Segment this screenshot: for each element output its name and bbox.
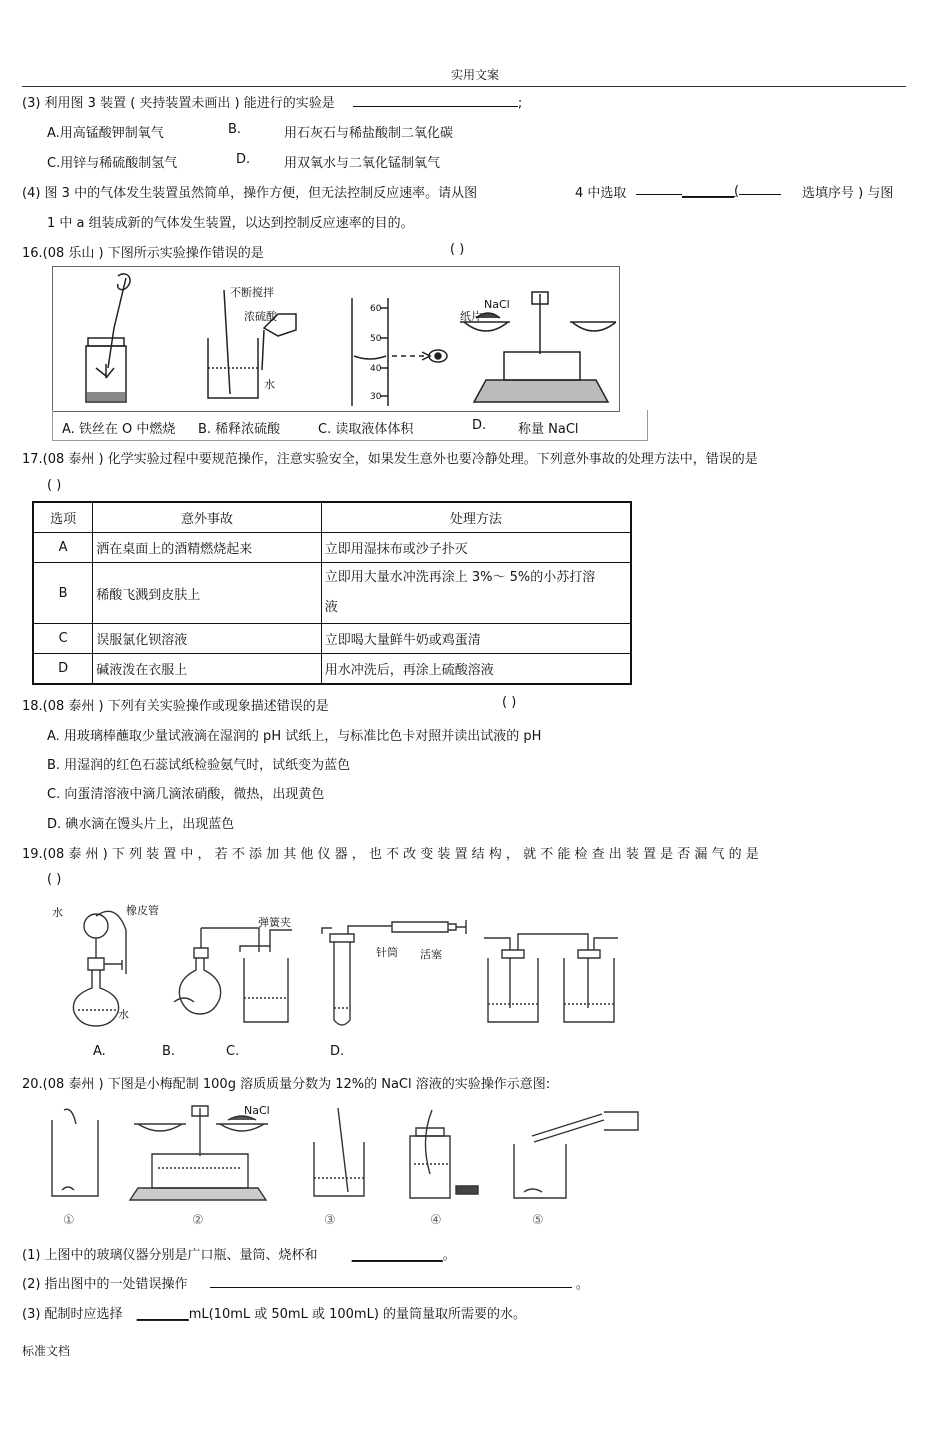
table-row — [33, 624, 631, 654]
q20-part3-end: mL(10mL 或 50mL 或 100mL) 的量筒量取所需要的水。 — [188, 1307, 527, 1322]
q15-part4-blank[interactable] — [636, 182, 781, 199]
q20-figure — [44, 1098, 644, 1230]
apparatus-b — [174, 928, 292, 1022]
q20-part1-blank[interactable]: ______________ — [351, 1248, 443, 1263]
step-num-4: ④ — [430, 1213, 442, 1228]
row-method-line2: 液 — [324, 600, 338, 615]
q15-part3-text: (3) 利用图 3 装置 ( 夹持装置未画出 ) 能进行的实验是 — [22, 96, 335, 111]
q20-part2-end: 。 — [575, 1277, 589, 1292]
q20-part1-end: 。 — [442, 1248, 456, 1263]
row-method: 立即用湿抹布或沙子扑灭 — [321, 533, 631, 563]
q20-stem: 20.(08 泰州 ) 下图是小梅配制 100g 溶质质量分数为 12%的 NaCl 溶液的实验操作示意图: — [22, 1077, 551, 1092]
label-piston: 活塞 — [420, 948, 442, 961]
q16-caption-d: D. — [472, 418, 487, 433]
q20-part2 — [22, 1273, 589, 1292]
q18-option-a: A. 用玻璃棒蘸取少量试液滴在湿润的 pH 试纸上，与标准比色卡对照并读出试液的 pH — [47, 729, 542, 744]
apparatus-c — [322, 920, 466, 1025]
q15-part4-line1a: (4) 图 3 中的气体发生装置虽然简单，操作方便，但无法控制反应速率。请从图 — [22, 186, 478, 201]
q20-part1-text: (1) 上图中的玻璃仪器分别是广口瓶、量筒、烧杯和 — [22, 1248, 318, 1263]
label-acid: 浓硫酸 — [244, 310, 277, 323]
row-accident: 稀酸飞溅到皮肤上 — [93, 563, 322, 624]
tick-30: 30 — [370, 392, 382, 402]
q19-option-c: C. — [226, 1044, 240, 1059]
q20-part2-blank[interactable] — [210, 1275, 572, 1288]
q15-option-b: 用石灰石与稀盐酸制二氧化碳 — [284, 126, 454, 141]
q15-option-d-label: D. — [236, 152, 251, 167]
row-option: B — [33, 563, 93, 624]
q16-caption-b: B. 稀释浓硫酸 — [198, 422, 281, 437]
q18-stem: 18.(08 泰州 ) 下列有关实验操作或现象描述错误的是 — [22, 699, 329, 714]
row-accident: 误服氯化钡溶液 — [93, 624, 322, 654]
step-num-5: ⑤ — [532, 1213, 544, 1228]
q16-caption-d-text: 称量 NaCl — [518, 422, 579, 437]
q20-part3-blank[interactable]: ________ — [136, 1307, 189, 1322]
q19-option-b: B. — [162, 1044, 176, 1059]
q15-part4-blank-line — [636, 182, 682, 195]
table-row — [33, 563, 631, 624]
apparatus-d — [484, 934, 618, 1022]
label-stir: 不断搅拌 — [230, 286, 274, 299]
tick-40: 40 — [370, 364, 382, 374]
label-water-a2: 水 — [118, 1008, 129, 1021]
beaker-5 — [514, 1112, 638, 1198]
q15-part4-blank-line2 — [739, 182, 781, 195]
q19-paren[interactable]: ( ) — [47, 872, 62, 887]
q16-caption-c: C. 读取液体体积 — [318, 422, 414, 437]
page-footer: 标准文档 — [22, 1344, 71, 1358]
tick-60: 60 — [370, 304, 382, 314]
q17-paren[interactable]: ( ) — [47, 478, 62, 493]
label-nacl: NaCl — [484, 298, 510, 311]
row-option: D — [33, 654, 93, 684]
table-header-row — [33, 502, 631, 533]
row-option: A — [33, 533, 93, 563]
q15-option-d: 用双氧水与二氧化锰制氧气 — [284, 156, 441, 171]
beaker-1 — [52, 1109, 98, 1196]
step-num-3: ③ — [324, 1213, 336, 1228]
label-syringe: 针筒 — [376, 946, 398, 959]
q18-paren[interactable]: ( ) — [502, 695, 517, 710]
q15-option-b-label: B. — [228, 122, 242, 137]
q19-stem: 19.(08 泰 州 ) 下 列 装 置 中 ， 若 不 添 加 其 他 仪 器 ， 也 不 改 变 装 置 结 构 ， 就 不 能 检 查 出 装 置 是 否 漏 气 的 是 — [22, 847, 759, 862]
beaker-3 — [314, 1108, 364, 1196]
q16-caption-a: A. 铁丝在 O 中燃烧 — [62, 422, 176, 437]
table-row — [33, 533, 631, 563]
q15-part3-blank[interactable] — [353, 94, 518, 107]
row-accident: 洒在桌面上的酒精燃烧起来 — [93, 533, 322, 563]
label-clamp: 弹簧夹 — [258, 916, 291, 929]
step-num-1: ① — [63, 1213, 75, 1228]
q15-part3-end: ; — [517, 96, 523, 111]
q15-option-a: A.用高锰酸钾制氧气 — [47, 126, 164, 141]
q15-option-c: C.用锌与稀硫酸制氢气 — [47, 156, 178, 171]
row-option: C — [33, 624, 93, 654]
row-method-line1: 立即用大量水冲洗再涂上 3%～ 5%的小苏打溶 — [324, 570, 596, 585]
q18-option-d: D. 碘水滴在馒头片上，出现蓝色 — [47, 817, 235, 832]
label-paper: 纸片 — [460, 310, 482, 323]
jar-with-iron-wire — [86, 274, 130, 402]
accident-table — [32, 501, 632, 685]
q15-part4-line2: 1 中 a 组装成新的气体发生装置，以达到控制反应速率的目的。 — [47, 216, 414, 231]
measuring-cylinder — [352, 298, 447, 406]
label-rubber-tube: 橡皮管 — [126, 904, 159, 917]
q18-option-c: C. 向蛋清溶液中滴几滴浓硝酸，微热，出现黄色 — [47, 787, 325, 802]
label-water-a: 水 — [52, 906, 63, 919]
label-water: 水 — [264, 378, 275, 391]
q15-part3 — [22, 92, 522, 111]
tick-50: 50 — [370, 334, 382, 344]
q20-part2-text: (2) 指出图中的一处错误操作 — [22, 1277, 188, 1292]
q15-part4-line1b: 4 中选取 — [575, 186, 627, 201]
q18-option-b: B. 用湿润的红色石蕊试纸检验氨气时，试纸变为蓝色 — [47, 758, 351, 773]
label-nacl-20: NaCl — [244, 1104, 270, 1117]
page-header: 实用文案 — [450, 68, 499, 82]
balance-2 — [130, 1106, 268, 1200]
q20-part3 — [22, 1303, 526, 1322]
q17-stem: 17.(08 泰州 ) 化学实验过程中要规范操作，注意实验安全，如果发生意外也要冷静处理。下列意外事故的处理方法中，错误的是 — [22, 452, 758, 467]
row-method: 用水冲洗后，再涂上硫酸溶液 — [321, 654, 631, 684]
bottle-4 — [410, 1110, 478, 1198]
q19-figure — [44, 898, 620, 1032]
q19-option-d: D. — [330, 1044, 345, 1059]
q19-option-a: A. — [93, 1044, 106, 1059]
q20-part3-text: (3) 配制时应选择 — [22, 1307, 123, 1322]
beaker-dilution — [208, 290, 296, 398]
step-num-2: ② — [192, 1213, 204, 1228]
header-rule — [22, 86, 906, 87]
q15-part4-line1d: 选填序号 ) 与图 — [802, 186, 894, 201]
q20-part1 — [22, 1244, 456, 1263]
q15-part4-blank-text: ________( — [682, 184, 740, 199]
row-method: 立即喝大量鲜牛奶或鸡蛋清 — [321, 624, 631, 654]
table-row — [33, 654, 631, 684]
q16-figure — [56, 268, 616, 408]
header-method: 处理方法 — [321, 502, 631, 533]
header-accident: 意外事故 — [93, 502, 322, 533]
q16-stem: 16.(08 乐山 ) 下图所示实验操作错误的是 — [22, 246, 264, 261]
q16-paren[interactable]: ( ) — [450, 242, 465, 257]
header-option: 选项 — [33, 502, 93, 533]
row-accident: 碱液泼在衣服上 — [93, 654, 322, 684]
row-method — [321, 563, 631, 624]
